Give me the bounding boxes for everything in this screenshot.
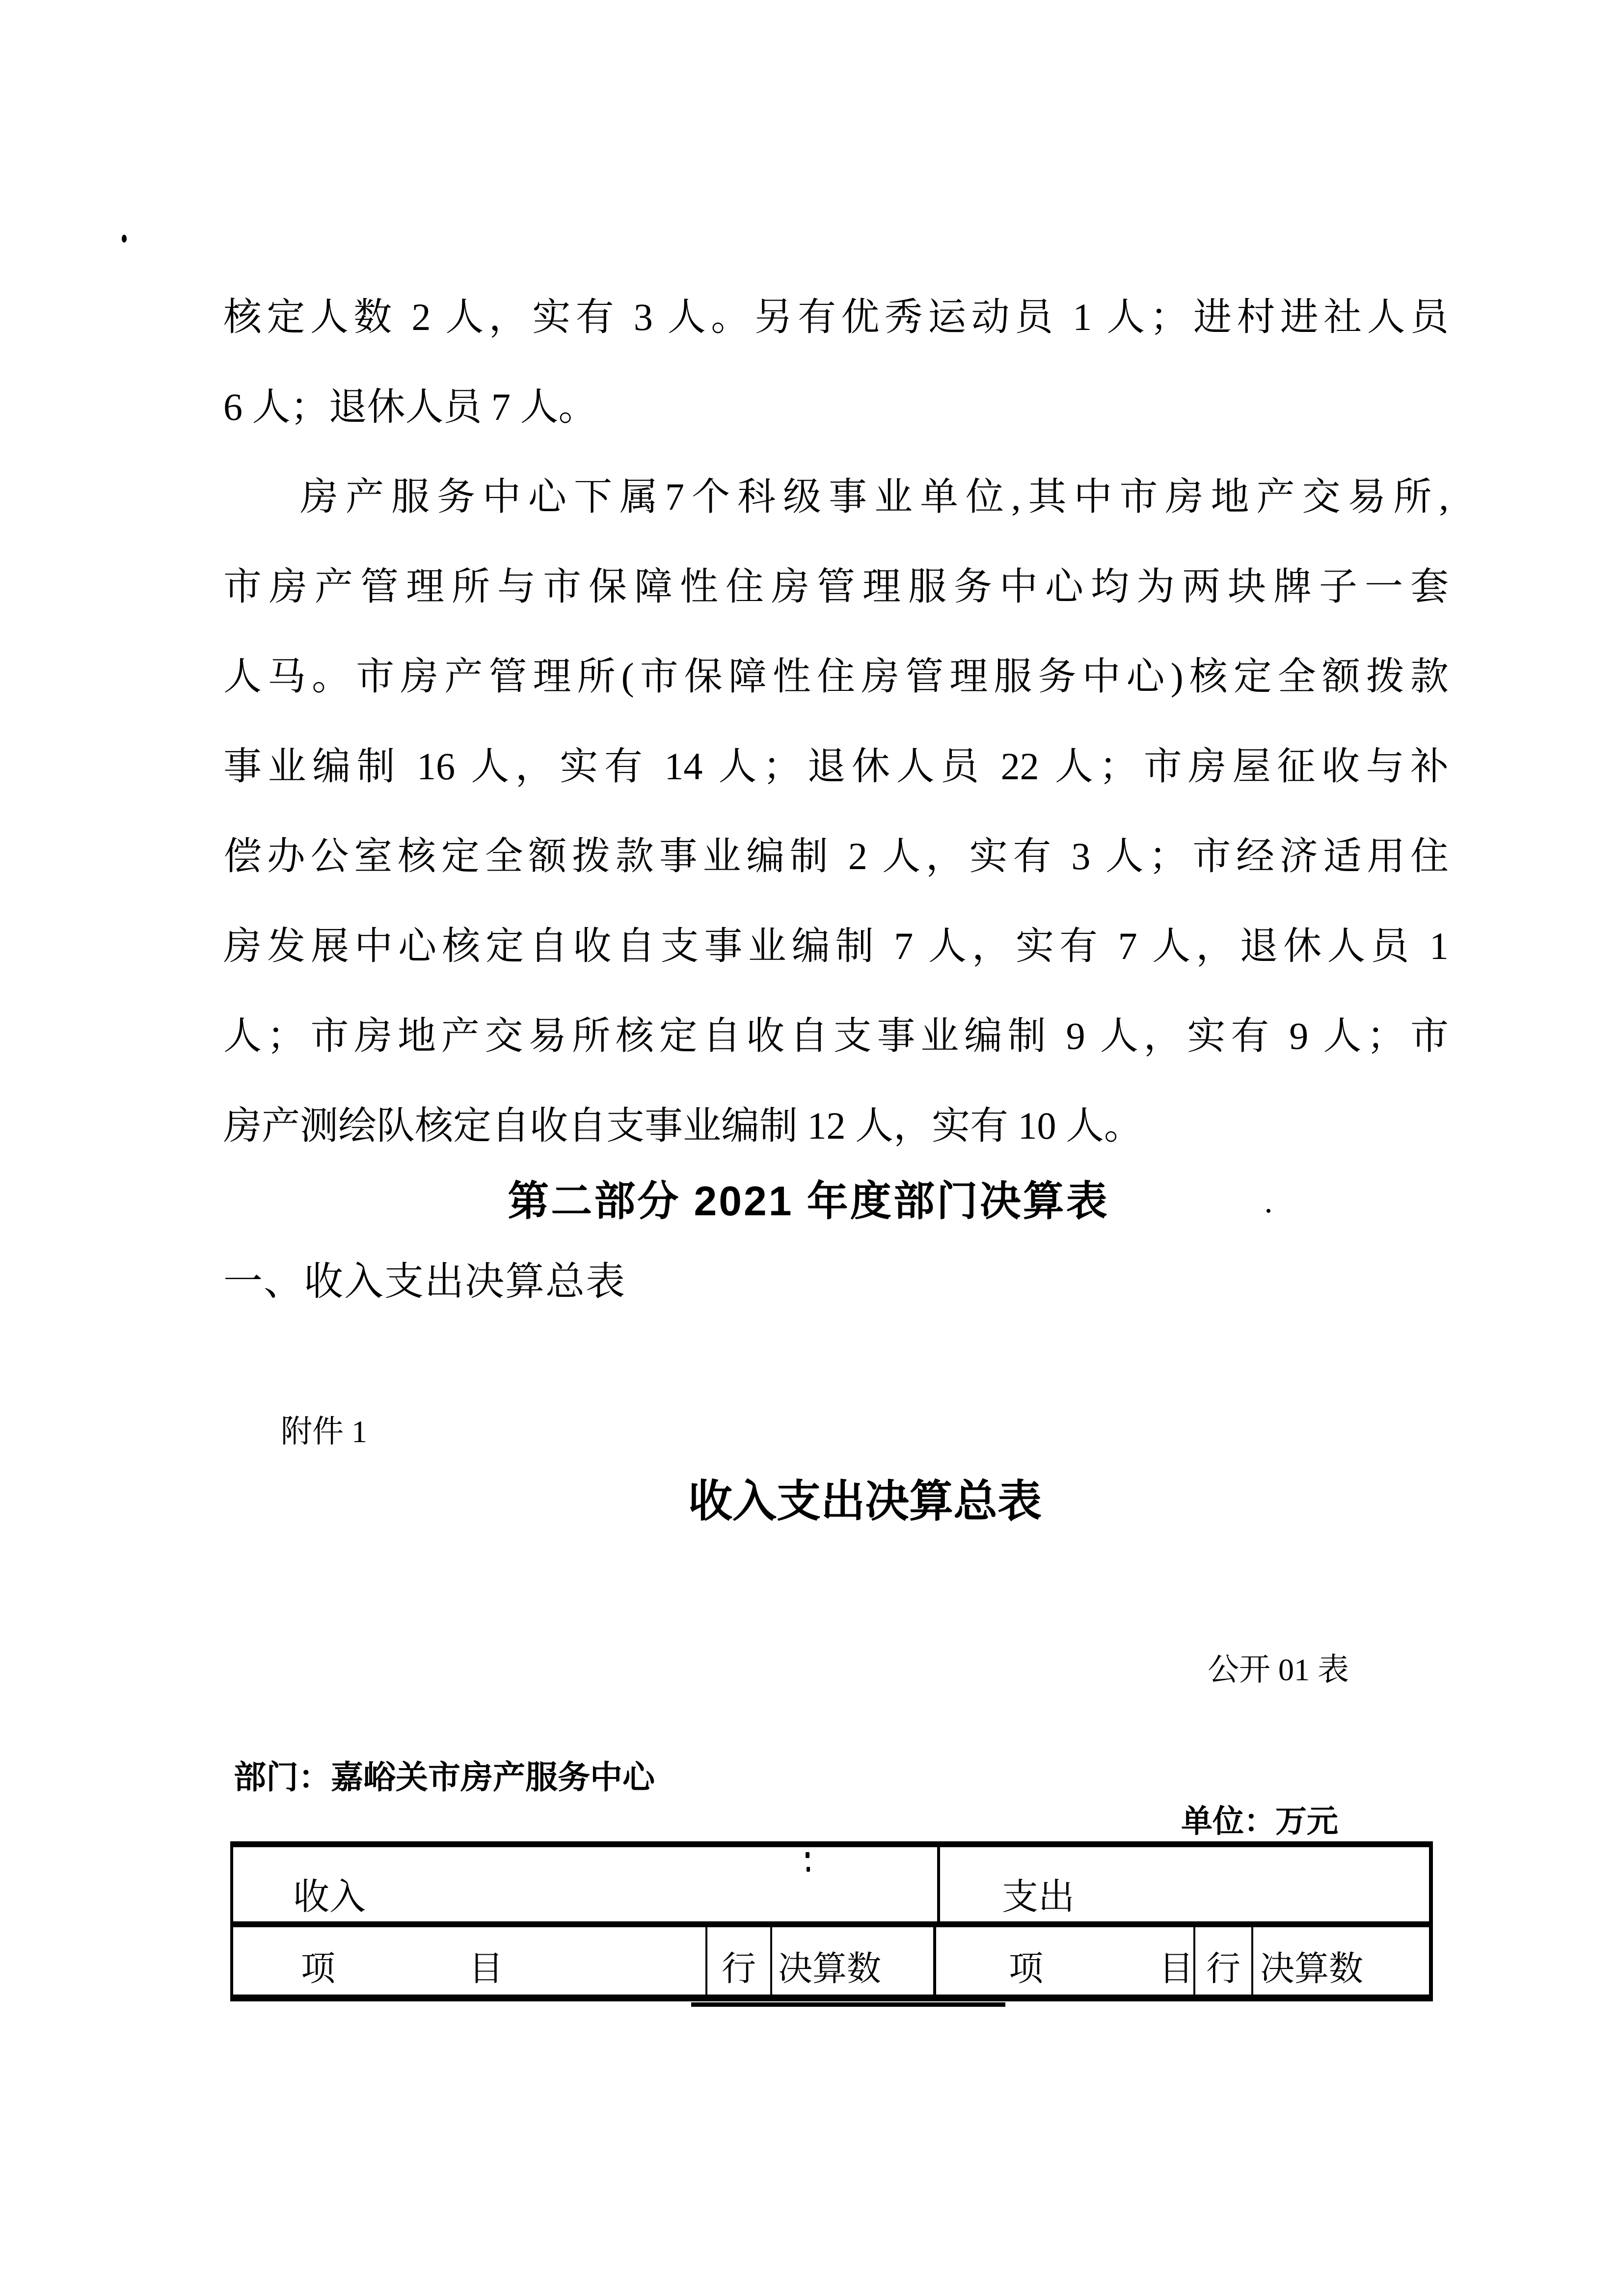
item-label-char: 项 xyxy=(301,1950,335,1988)
item-label-char: 目 xyxy=(1159,1950,1193,1988)
scan-speck xyxy=(806,1852,809,1858)
paragraph-line: 核定人数 2 人，实有 3 人。另有优秀运动员 1 人；进村进社人员 xyxy=(223,296,1449,338)
table-header-row-2 xyxy=(233,1927,1429,1995)
attachment-label: 附件 1 xyxy=(281,1414,367,1449)
amount-label: 决算数 xyxy=(778,1950,881,1988)
amount-label: 决算数 xyxy=(1260,1950,1363,1988)
table-title: 收入支出决算总表 xyxy=(688,1477,1042,1526)
expenditure-rownum-column-header xyxy=(1195,1927,1253,1995)
unit-label: 单位：万元 xyxy=(1181,1804,1338,1839)
item-label-char: 项 xyxy=(1009,1950,1043,1988)
scan-speck xyxy=(122,235,127,243)
paragraph-line: 6 人；退休人员 7 人。 xyxy=(223,385,597,428)
body-text xyxy=(223,272,1449,1171)
paragraph-line: 事业编制 16 人，实有 14 人；退休人员 22 人；市房屋征收与补 xyxy=(223,745,1449,788)
table-code-label: 公开 01 表 xyxy=(1208,1652,1349,1687)
section1-heading: 一、收入支出决算总表 xyxy=(223,1260,626,1304)
paragraph-line: 房产测绘队核定自收自支事业编制 12 人，实有 10 人。 xyxy=(223,1104,1143,1147)
expenditure-amount-column-header xyxy=(1253,1927,1429,1995)
expenditure-header-cell xyxy=(940,1847,1426,1921)
paragraph-line: 房发展中心核定自收自支事业编制 7 人，实有 7 人，退休人员 1 xyxy=(223,925,1449,967)
paragraph-line: 偿办公室核定全额拨款事业编制 2 人，实有 3 人；市经济适用住 xyxy=(223,835,1449,877)
item-label-char: 目 xyxy=(469,1950,503,1988)
income-label: 收入 xyxy=(293,1877,366,1917)
row-label: 行 xyxy=(722,1950,756,1988)
department-label: 部门：嘉峪关市房产服务中心 xyxy=(234,1760,655,1796)
part2-heading: 第二部分 2021 年度部门决算表 xyxy=(508,1178,1109,1224)
summary-table xyxy=(230,1841,1433,2001)
paragraph-line: 市房产管理所与市保障性住房管理服务中心均为两块牌子一套 xyxy=(223,565,1449,608)
income-header-cell xyxy=(233,1847,940,1921)
expenditure-item-column-header xyxy=(936,1927,1195,1995)
scan-speck xyxy=(807,1867,810,1872)
income-item-column-header xyxy=(233,1927,707,1995)
paragraph-line: 房产服务中心下属7个科级事业单位,其中市房地产交易所, xyxy=(300,475,1449,518)
paragraph-line: 人马。市房产管理所(市保障性住房管理服务中心)核定全额拨款 xyxy=(223,655,1449,698)
scan-smudge xyxy=(691,2002,1005,2007)
expenditure-label: 支出 xyxy=(1002,1877,1075,1917)
income-amount-column-header xyxy=(772,1927,936,1995)
row-label: 行 xyxy=(1206,1950,1240,1988)
table-header-row-1 xyxy=(233,1847,1429,1927)
income-rownum-column-header xyxy=(707,1927,772,1995)
paragraph-line: 人；市房地产交易所核定自收自支事业编制 9 人，实有 9 人；市 xyxy=(223,1014,1449,1057)
